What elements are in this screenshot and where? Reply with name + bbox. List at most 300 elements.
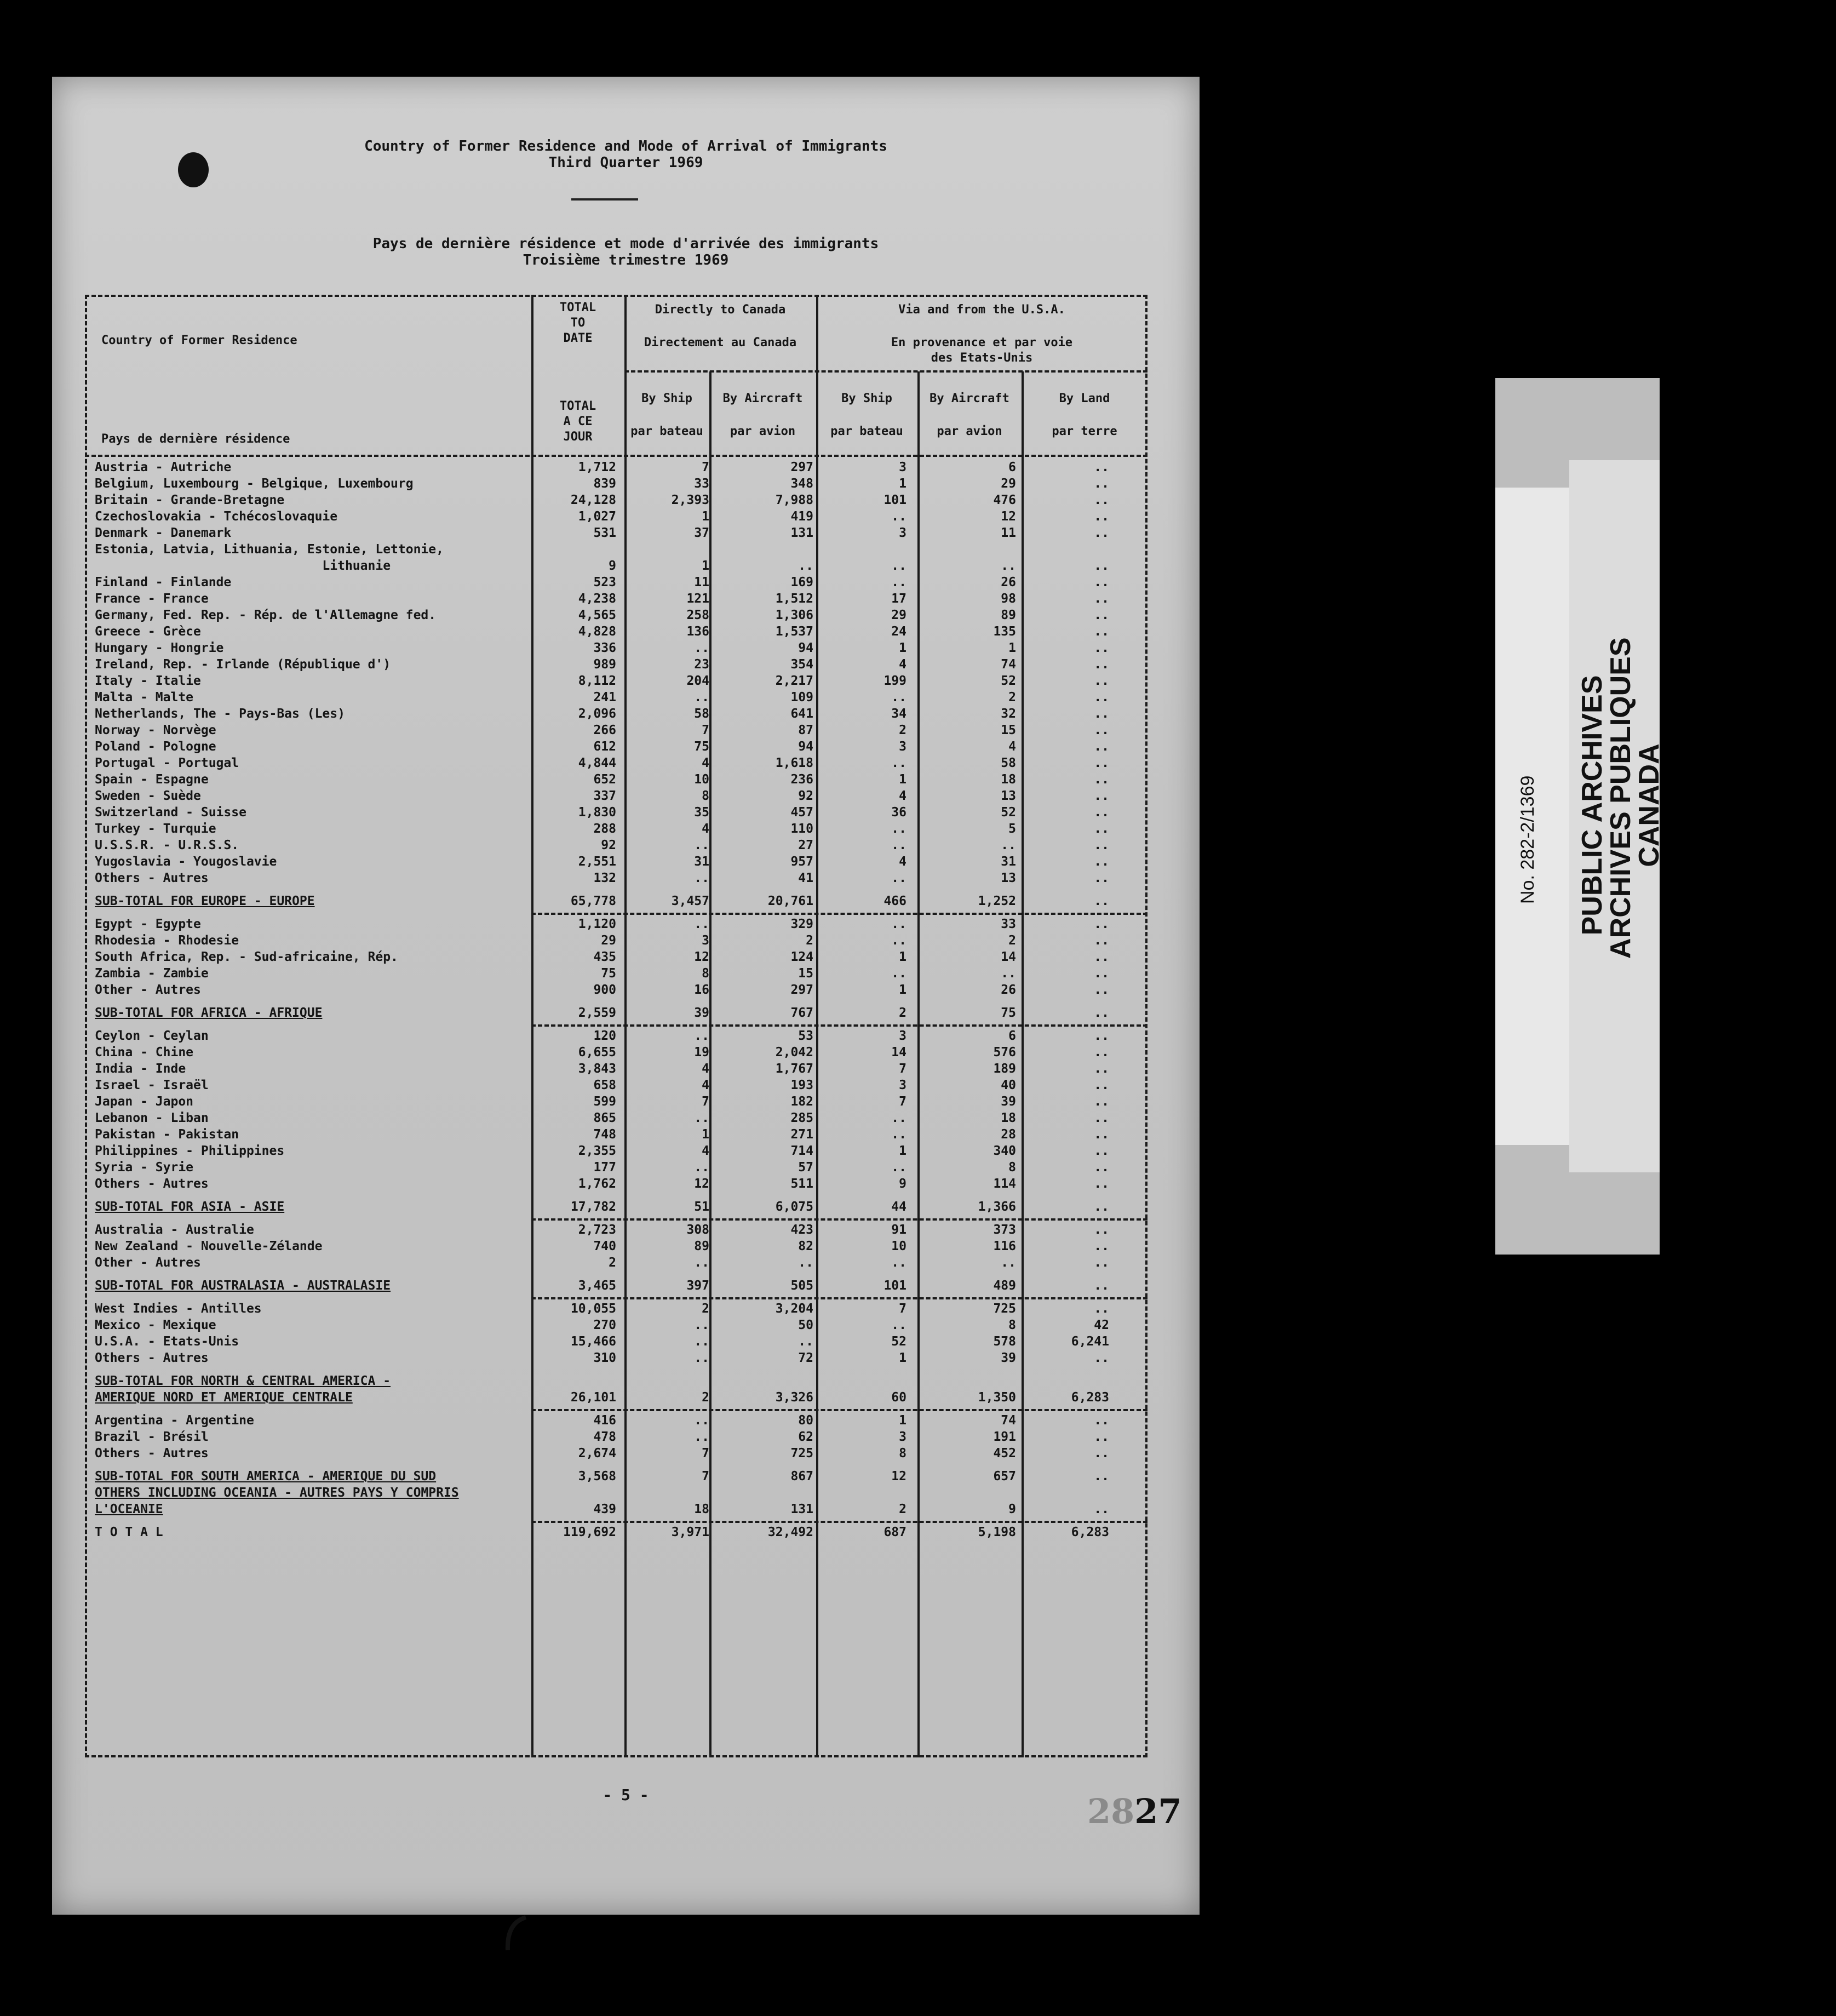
value-cell: 136 <box>686 625 709 639</box>
value-cell: 92 <box>601 838 616 852</box>
value-cell: 687 <box>883 1525 906 1539</box>
country-cell: Lebanon - Liban <box>95 1111 209 1125</box>
value-cell: 2,096 <box>578 707 616 721</box>
value-cell: 3 <box>899 740 906 754</box>
value-cell: 4 <box>899 657 906 672</box>
table-row <box>85 1028 1148 1044</box>
value-cell: 1,027 <box>578 509 616 524</box>
table-row <box>85 1317 1148 1333</box>
value-cell: .. <box>694 917 709 931</box>
archives-line2: ARCHIVES PUBLIQUES <box>1605 637 1637 959</box>
value-cell: 373 <box>993 1223 1016 1237</box>
country-cell: Spain - Espagne <box>95 772 209 787</box>
country-cell: Germany, Fed. Rep. - Rép. de l'Allemagne fed. <box>95 608 437 622</box>
subtotal-rule <box>531 1218 1148 1221</box>
value-cell: .. <box>1001 559 1016 573</box>
value-cell: 82 <box>798 1239 813 1253</box>
table-row <box>85 1077 1148 1093</box>
table-row <box>85 607 1148 623</box>
hdr-via-fr-1: En provenance et par voie <box>891 336 1073 350</box>
value-cell: 9 <box>899 1177 906 1191</box>
value-cell: 8 <box>1008 1318 1016 1332</box>
value-cell: 17,782 <box>570 1200 616 1214</box>
hdr-total-fr-3: JOUR <box>563 430 593 444</box>
archive-label <box>1495 378 1665 1255</box>
country-cell: Other - Autres <box>95 983 201 997</box>
value-cell: 14 <box>891 1045 906 1059</box>
country-cell: T O T A L <box>95 1525 163 1539</box>
value-cell: 8 <box>899 1446 906 1461</box>
country-cell: Japan - Japon <box>95 1095 194 1109</box>
table-row <box>85 492 1148 508</box>
value-cell: 120 <box>593 1029 616 1043</box>
value-cell: .. <box>1094 855 1109 869</box>
pencil-mark <box>501 1912 534 1956</box>
value-cell: .. <box>1094 933 1109 948</box>
country-cell: Zambia - Zambie <box>95 966 209 981</box>
table-row <box>85 558 1148 574</box>
value-cell: 1 <box>899 950 906 964</box>
subtotal-rule <box>531 1297 1148 1299</box>
value-cell: 114 <box>993 1177 1016 1191</box>
value-cell: 26 <box>1001 575 1016 589</box>
value-cell: 204 <box>686 674 709 688</box>
subtotal-row <box>85 1468 1148 1485</box>
subtotal-rule <box>531 913 1148 915</box>
country-cell: Philippines - Philippines <box>95 1144 285 1158</box>
hdr-total-fr-1: TOTAL <box>559 399 596 413</box>
value-cell: 900 <box>593 983 616 997</box>
value-cell: .. <box>1094 789 1109 803</box>
hdr-ship-1: By Ship <box>641 392 692 405</box>
table-row <box>85 525 1148 541</box>
value-cell: 5 <box>1008 822 1016 836</box>
value-cell: 29 <box>891 608 906 622</box>
value-cell: .. <box>694 1160 709 1175</box>
value-cell: .. <box>1094 674 1109 688</box>
value-cell: 91 <box>891 1223 906 1237</box>
value-cell: 5,198 <box>978 1525 1016 1539</box>
value-cell: .. <box>1094 509 1109 524</box>
value-cell: .. <box>1001 1256 1016 1270</box>
value-cell: 41 <box>798 871 813 885</box>
value-cell: 52 <box>1001 674 1016 688</box>
value-cell: 957 <box>790 855 813 869</box>
value-cell: 135 <box>993 625 1016 639</box>
value-cell: .. <box>798 1335 813 1349</box>
value-cell: .. <box>694 1430 709 1444</box>
hdr-country-en: Country of Former Residence <box>101 334 297 347</box>
country-cell: Rhodesia - Rhodesie <box>95 933 239 948</box>
value-cell: 13 <box>1001 789 1016 803</box>
archives-line1: PUBLIC ARCHIVES <box>1576 675 1608 936</box>
value-cell: 6,075 <box>775 1200 813 1214</box>
value-cell: 1,767 <box>775 1062 813 1076</box>
value-cell: 1 <box>899 772 906 787</box>
value-cell: 7 <box>702 460 709 474</box>
value-cell: 1,537 <box>775 625 813 639</box>
table-row <box>85 870 1148 886</box>
value-cell: 33 <box>694 477 709 491</box>
value-cell: 3,568 <box>578 1469 616 1484</box>
value-cell: 4 <box>702 1144 709 1158</box>
value-cell: .. <box>891 871 906 885</box>
value-cell: .. <box>1094 983 1109 997</box>
value-cell: 119,692 <box>563 1525 616 1539</box>
value-cell: 72 <box>798 1351 813 1365</box>
country-cell: U.S.A. - Etats-Unis <box>95 1335 239 1349</box>
hdr-via-fr-2: des Etats-Unis <box>931 351 1033 365</box>
value-cell: .. <box>1094 1430 1109 1444</box>
value-cell: 98 <box>1001 592 1016 606</box>
value-cell: 29 <box>1001 477 1016 491</box>
table-row <box>85 1222 1148 1238</box>
country-cell: Malta - Malte <box>95 690 194 705</box>
table-row <box>85 640 1148 656</box>
value-cell: 8 <box>1008 1160 1016 1175</box>
value-cell: 9 <box>1008 1502 1016 1516</box>
country-cell: Greece - Grèce <box>95 625 201 639</box>
value-cell: .. <box>891 822 906 836</box>
value-cell: .. <box>694 871 709 885</box>
table-row <box>85 689 1148 706</box>
subtotal-row <box>85 1005 1148 1021</box>
value-cell: .. <box>1094 707 1109 721</box>
table-row <box>85 1524 1148 1540</box>
country-cell: Others - Autres <box>95 1351 209 1365</box>
country-cell: U.S.S.R. - U.R.S.S. <box>95 838 239 852</box>
table-row <box>85 459 1148 476</box>
value-cell: 599 <box>593 1095 616 1109</box>
country-cell: Turkey - Turquie <box>95 822 216 836</box>
value-cell: .. <box>1094 690 1109 705</box>
value-cell: .. <box>1094 1302 1109 1316</box>
hdr-total-en-2: TO <box>570 316 586 330</box>
value-cell: 612 <box>593 740 616 754</box>
country-cell: West Indies - Antilles <box>95 1302 262 1316</box>
value-cell: .. <box>891 966 906 981</box>
country-cell: Estonia, Latvia, Lithuania, Estonie, Lettonie, <box>95 542 444 557</box>
subtotal-row <box>85 1199 1148 1215</box>
value-cell: 3,204 <box>775 1302 813 1316</box>
value-cell: .. <box>1094 894 1109 908</box>
value-cell: 348 <box>790 477 813 491</box>
value-cell: 466 <box>883 894 906 908</box>
country-cell: Others - Autres <box>95 1177 209 1191</box>
value-cell: .. <box>694 1318 709 1332</box>
value-cell: 24 <box>891 625 906 639</box>
value-cell: 26,101 <box>570 1390 616 1405</box>
table-row <box>85 932 1148 949</box>
value-cell: .. <box>1094 871 1109 885</box>
value-cell: 1,830 <box>578 805 616 820</box>
hdr-land: By Land <box>1059 392 1110 405</box>
value-cell: 511 <box>790 1177 813 1191</box>
value-cell: .. <box>1094 1351 1109 1365</box>
value-cell: .. <box>1094 608 1109 622</box>
value-cell: .. <box>694 838 709 852</box>
title-rule <box>571 198 638 201</box>
country-cell: Argentina - Argentine <box>95 1413 254 1428</box>
value-cell: 297 <box>790 460 813 474</box>
reference-number: No. 282-2/1369 <box>1517 775 1538 904</box>
value-cell: .. <box>1094 1256 1109 1270</box>
table-row <box>85 476 1148 492</box>
table-row <box>85 706 1148 722</box>
table-row <box>85 1238 1148 1255</box>
value-cell: 89 <box>1001 608 1016 622</box>
value-cell: 87 <box>798 723 813 737</box>
value-cell: 27 <box>798 838 813 852</box>
value-cell: 12 <box>891 1469 906 1484</box>
value-cell: 867 <box>790 1469 813 1484</box>
value-cell: .. <box>1094 772 1109 787</box>
value-cell: .. <box>1001 966 1016 981</box>
value-cell: 4 <box>899 855 906 869</box>
value-cell: 124 <box>790 950 813 964</box>
country-cell: SUB-TOTAL FOR ASIA - ASIE <box>95 1200 285 1214</box>
value-cell: 3,457 <box>671 894 709 908</box>
value-cell: 3,326 <box>775 1390 813 1405</box>
value-cell: 6,283 <box>1071 1390 1109 1405</box>
value-cell: 52 <box>1001 805 1016 820</box>
value-cell: 80 <box>798 1413 813 1428</box>
value-cell: 94 <box>798 641 813 655</box>
value-cell: 4 <box>702 1062 709 1076</box>
value-cell: 4,238 <box>578 592 616 606</box>
country-cell: SUB-TOTAL FOR AUSTRALASIA - AUSTRALASIE <box>95 1279 391 1293</box>
value-cell: 576 <box>993 1045 1016 1059</box>
value-cell: 505 <box>790 1279 813 1293</box>
value-cell: 457 <box>790 805 813 820</box>
value-cell: 3 <box>899 1029 906 1043</box>
table-row <box>85 965 1148 982</box>
value-cell: 1,120 <box>578 917 616 931</box>
value-cell: 189 <box>993 1062 1016 1076</box>
value-cell: 10 <box>694 772 709 787</box>
value-cell: 1 <box>899 1413 906 1428</box>
table-row <box>85 1143 1148 1159</box>
value-cell: 75 <box>694 740 709 754</box>
value-cell: 60 <box>891 1390 906 1405</box>
value-cell: .. <box>891 509 906 524</box>
archives-line3: CANADA <box>1633 743 1665 867</box>
value-cell: .. <box>891 1127 906 1142</box>
subtotal-row <box>85 1373 1148 1389</box>
value-cell: .. <box>694 1029 709 1043</box>
value-cell: 2,355 <box>578 1144 616 1158</box>
table-row <box>85 738 1148 755</box>
country-cell: Switzerland - Suisse <box>95 805 246 820</box>
table-row <box>85 982 1148 998</box>
value-cell: .. <box>1094 1446 1109 1461</box>
country-cell: Belgium, Luxembourg - Belgique, Luxembourg <box>95 477 414 491</box>
value-cell: .. <box>1094 1029 1109 1043</box>
hdr-air-1: By Aircraft <box>722 392 803 405</box>
value-cell: 3 <box>702 933 709 948</box>
faint-stamp: 28 <box>1087 1791 1135 1831</box>
header-rule <box>624 370 1148 373</box>
value-cell: .. <box>891 917 906 931</box>
value-cell: 121 <box>686 592 709 606</box>
value-cell: 419 <box>790 509 813 524</box>
country-cell: South Africa, Rep. - Sud-africaine, Rép. <box>95 950 398 964</box>
value-cell: 58 <box>694 707 709 721</box>
header-rule <box>85 455 1148 457</box>
hdr-total-en-1: TOTAL <box>559 301 596 314</box>
value-cell: 1,618 <box>775 756 813 770</box>
value-cell: 37 <box>694 526 709 540</box>
value-cell: 89 <box>694 1239 709 1253</box>
value-cell: 714 <box>790 1144 813 1158</box>
table-row <box>85 788 1148 804</box>
value-cell: 32 <box>1001 707 1016 721</box>
value-cell: .. <box>1094 740 1109 754</box>
value-cell: 18 <box>694 1502 709 1516</box>
subtotal-row <box>85 1278 1148 1294</box>
value-cell: 1,306 <box>775 608 813 622</box>
value-cell: 1 <box>702 1127 709 1142</box>
value-cell: 4 <box>899 789 906 803</box>
value-cell: 397 <box>686 1279 709 1293</box>
table-row <box>85 854 1148 870</box>
hdr-direct-en: Directly to Canada <box>655 303 786 317</box>
value-cell: 24,128 <box>570 493 616 507</box>
value-cell: .. <box>1094 625 1109 639</box>
value-cell: .. <box>891 933 906 948</box>
subtotal-rule <box>531 1024 1148 1027</box>
value-cell: 10,055 <box>570 1302 616 1316</box>
value-cell: 2 <box>899 1502 906 1516</box>
value-cell: 101 <box>883 1279 906 1293</box>
hdr-ship-2: By Ship <box>841 392 892 405</box>
value-cell: .. <box>1094 1127 1109 1142</box>
country-cell: Denmark - Danemark <box>95 526 232 540</box>
table-row <box>85 1093 1148 1110</box>
value-cell: 489 <box>993 1279 1016 1293</box>
value-cell: 57 <box>798 1160 813 1175</box>
country-cell: Others - Autres <box>95 1446 209 1461</box>
country-cell: Ireland, Rep. - Irlande (République d') <box>95 657 391 672</box>
value-cell: .. <box>1094 917 1109 931</box>
value-cell: 2,559 <box>578 1006 616 1020</box>
title-en-line1: Country of Former Residence and Mode of Arrival of Immigrants <box>364 138 887 154</box>
value-cell: 3,971 <box>671 1525 709 1539</box>
value-cell: 2 <box>702 1390 709 1405</box>
value-cell: 10 <box>891 1239 906 1253</box>
value-cell: .. <box>694 1111 709 1125</box>
value-cell: 1 <box>899 1351 906 1365</box>
value-cell: 2 <box>1008 933 1016 948</box>
value-cell: 4,828 <box>578 625 616 639</box>
value-cell: 40 <box>1001 1078 1016 1092</box>
value-cell: 42 <box>1094 1318 1109 1332</box>
value-cell: 12 <box>694 1177 709 1191</box>
value-cell: .. <box>891 1111 906 1125</box>
value-cell: .. <box>1094 756 1109 770</box>
country-cell: Brazil - Brésil <box>95 1430 209 1444</box>
country-cell: India - Inde <box>95 1062 186 1076</box>
value-cell: 641 <box>790 707 813 721</box>
value-cell: 2,674 <box>578 1446 616 1461</box>
value-cell: .. <box>1094 805 1109 820</box>
table-row <box>85 508 1148 525</box>
stamp-digits: 27 <box>1134 1791 1182 1831</box>
hdr-land-fr: par terre <box>1052 425 1117 438</box>
value-cell: 3,843 <box>578 1062 616 1076</box>
value-cell: 310 <box>593 1351 616 1365</box>
country-cell: Sweden - Suède <box>95 789 201 803</box>
value-cell: 725 <box>993 1302 1016 1316</box>
table-row <box>85 591 1148 607</box>
value-cell: 435 <box>593 950 616 964</box>
table-row <box>85 574 1148 591</box>
table-row <box>85 541 1148 558</box>
value-cell: 337 <box>593 789 616 803</box>
value-cell: 297 <box>790 983 813 997</box>
table-row <box>85 1255 1148 1271</box>
country-cell: Czechoslovakia - Tchécoslovaquie <box>95 509 338 524</box>
value-cell: .. <box>1094 1502 1109 1516</box>
country-cell: SUB-TOTAL FOR NORTH & CENTRAL AMERICA - <box>95 1374 391 1388</box>
value-cell: 191 <box>993 1430 1016 1444</box>
value-cell: 1 <box>899 1144 906 1158</box>
value-cell: 7 <box>899 1095 906 1109</box>
value-cell: 2 <box>899 723 906 737</box>
title-fr-line1: Pays de dernière résidence et mode d'arrivée des immigrants <box>372 236 879 252</box>
value-cell: 3 <box>899 1430 906 1444</box>
country-cell: Australia - Australie <box>95 1223 254 1237</box>
subtotal-row <box>85 1485 1148 1501</box>
value-cell: 236 <box>790 772 813 787</box>
value-cell: 4 <box>702 822 709 836</box>
value-cell: 1 <box>899 983 906 997</box>
hdr-total-fr-2: A CE <box>563 415 593 428</box>
value-cell: 6,283 <box>1071 1525 1109 1539</box>
value-cell: 657 <box>993 1469 1016 1484</box>
value-cell: .. <box>1094 966 1109 981</box>
value-cell: .. <box>694 1256 709 1270</box>
table-row <box>85 1333 1148 1350</box>
hdr-air-2-fr: par avion <box>937 425 1002 438</box>
value-cell: .. <box>1094 838 1109 852</box>
value-cell: 658 <box>593 1078 616 1092</box>
value-cell: .. <box>891 838 906 852</box>
value-cell: 109 <box>790 690 813 705</box>
country-cell: Lithuanie <box>95 559 391 573</box>
value-cell: 354 <box>790 657 813 672</box>
value-cell: 11 <box>694 575 709 589</box>
archive-stamp-number <box>1087 1791 1182 1831</box>
table-row <box>85 804 1148 821</box>
value-cell: 452 <box>993 1446 1016 1461</box>
value-cell: 28 <box>1001 1127 1016 1142</box>
value-cell: 4 <box>702 1078 709 1092</box>
table-row <box>85 673 1148 689</box>
value-cell: .. <box>1001 838 1016 852</box>
value-cell: .. <box>1094 1469 1109 1484</box>
value-cell: 1 <box>899 641 906 655</box>
value-cell: .. <box>891 1318 906 1332</box>
value-cell: 439 <box>593 1502 616 1516</box>
value-cell: 20,761 <box>767 894 813 908</box>
value-cell: 8 <box>702 966 709 981</box>
value-cell: 29 <box>601 933 616 948</box>
country-cell: Others - Autres <box>95 871 209 885</box>
hdr-ship-1-fr: par bateau <box>630 425 703 438</box>
value-cell: 271 <box>790 1127 813 1142</box>
value-cell: .. <box>891 559 906 573</box>
